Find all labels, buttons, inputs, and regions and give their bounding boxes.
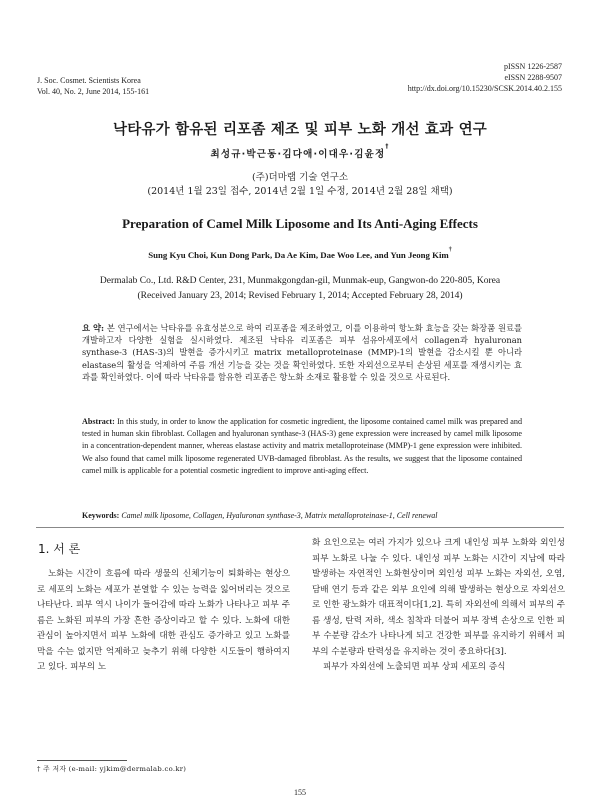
body-paragraph: 피부가 자외선에 노출되면 피부 상피 세포의 증식	[323, 662, 506, 672]
english-affiliation: Dermalab Co., Ltd. R&D Center, 231, Munmakgongdan-gil, Munmak-eup, Gangwon-do 220-805, Korea	[99, 276, 501, 286]
korean-abstract	[82, 322, 522, 383]
keywords-text: Camel milk liposome, Collagen, Hyaluronan synthase-3, Matrix metalloproteinase-1, Cell renewal	[119, 511, 438, 520]
journal-volume: Vol. 40, No. 2, June 2014, 155-161	[37, 87, 150, 96]
section-divider	[36, 527, 564, 528]
korean-dates: (2014년 1월 23일 접수, 2014년 2월 1일 수정, 2014년 2월 28일 채택)	[147, 186, 453, 197]
english-authors	[0, 247, 600, 260]
page-number: 155	[294, 788, 306, 797]
journal-header-right	[408, 61, 562, 94]
eissn: eISSN 2288-9507	[504, 73, 562, 82]
doi-link[interactable]: http://dx.doi.org/10.15230/SCSK.2014.40.2.155	[407, 84, 562, 93]
korean-affiliation-block	[0, 171, 600, 199]
english-corresponding-mark: †	[448, 247, 452, 253]
footnote: † 주 저자 (e-mail: yjkim@dermalab.co.kr)	[37, 765, 187, 773]
korean-affiliation: (주)더마랩 기술 연구소	[251, 172, 349, 183]
english-abstract	[82, 416, 522, 477]
corresponding-author-mark: †	[385, 143, 390, 150]
section-heading-introduction: 1. 서 론	[38, 542, 81, 556]
journal-header-left	[37, 75, 149, 97]
korean-title: 낙타유가 함유된 리포좀 제조 및 피부 노화 개선 효과 연구	[113, 122, 487, 138]
korean-abstract-text: 본 연구에서는 낙타유를 유효성분으로 하여 리포좀을 제조하였고, 이를 이용하여 항노화 효능을 갖는 화장품 원료를 개발하고자 다양한 실험을 실시하였다. 제조된 낙타유 리포좀은 피부 섬유아세포에서 collagen과 hyaluronan synthase-3 (HAS-3)의 발현을 증가시키고 matrix metalloproteinase (MMP)-1의 발현을 감소시킬 뿐 아니라 elastase의 활성을 억제하여 주름 개선 기능을 갖는 것을 확인하였다. 또한 자외선으로부터 손상된 세포를 재생시키는 효과를 확인하였다. 이에 따라 낙타유를 함유한 리포좀은 항노화 소재로 활용할 수 있을 것으로 사료된다.	[82, 323, 523, 382]
english-title: Preparation of Camel Milk Liposome and Its Anti-Aging Effects	[122, 216, 478, 231]
keywords	[82, 511, 522, 520]
english-abstract-text: In this study, in order to know the application for cosmetic ingredient, the liposome contained camel milk was prepared and tested in human skin fibroblast. Collagen and hyaluronan synthase-3 (HAS-3) gene expression were increased by camel milk liposome in a concentration-dependent manner, whereas elastase activity and matrix metalloproteinase (MMP)-1 gene expression were inhibited. We also found that camel milk liposome regenerated UVB-damaged fibroblast. As the results, we suggest that the liposome contained camel milk is applicable for a potential cosmetic ingredient to improve anti-aging effect.	[82, 417, 522, 475]
korean-authors	[0, 143, 600, 160]
pissn: pISSN 1226-2587	[503, 62, 562, 71]
english-dates: (Received January 23, 2014; Revised February 1, 2014; Accepted February 28, 2014)	[137, 291, 463, 301]
korean-abstract-label: 요 약:	[82, 323, 105, 333]
english-affiliation-block	[0, 274, 600, 304]
body-column-right	[312, 536, 565, 676]
body-paragraph: 화 요인으로는 여러 가지가 있으나 크게 내인성 피부 노화와 외인성 피부 노화로 나눌 수 있다. 내인성 피부 노화는 시간이 지남에 따라 발생하는 자연적인 노화현상이며 외인성 피부 노화는 자외선, 오염, 담배 연기 등과 같은 외부 요인에 의해 발생하는 현상으로 자외선으로 인한 광노화가 대표적이다[1,2]. 특히 자외선에 의해서 피부의 주름 생성, 탄력 저하, 색소 침착과 더불어 피부 장벽 손상으로 인한 피부 수분량 감소가 나타나게 되고 건강한 피부를 유지하기 위해서 피부의 수분량과 탄력성을 유지하는 것이 중요하다[3].	[312, 538, 565, 657]
keywords-label: Keywords:	[82, 511, 120, 520]
body-column-left: 노화는 시간이 흐름에 따라 생물의 신체기능이 퇴화하는 현상으로 세포의 노화는 세포가 분열할 수 있는 능력을 잃어버리는 것으로 나타난다. 피부 역시 나이가 들어감에 따라 노화가 나타나고 피부 주름은 노화된 피부의 가장 흔한 증상이라고 할 수 있다. 노화에 대한 관심이 높아지면서 피부 노화에 대한 관심도 증가하고 있고 노화를 막을 수는 없지만 억제하고 늦추기 위해 다양한 시도들이 행하여지고 있다. 피부의 노	[37, 569, 290, 672]
journal-name: J. Soc. Cosmet. Scientists Korea	[37, 76, 141, 85]
korean-author-names: 최성규·박근동·김다애·이대우·김윤정	[210, 149, 386, 160]
english-author-names: Sung Kyu Choi, Kun Dong Park, Da Ae Kim, Dae Woo Lee, and Yun Jeong Kim	[148, 250, 449, 260]
english-abstract-label: Abstract:	[82, 417, 115, 426]
footnote-divider	[37, 760, 127, 761]
